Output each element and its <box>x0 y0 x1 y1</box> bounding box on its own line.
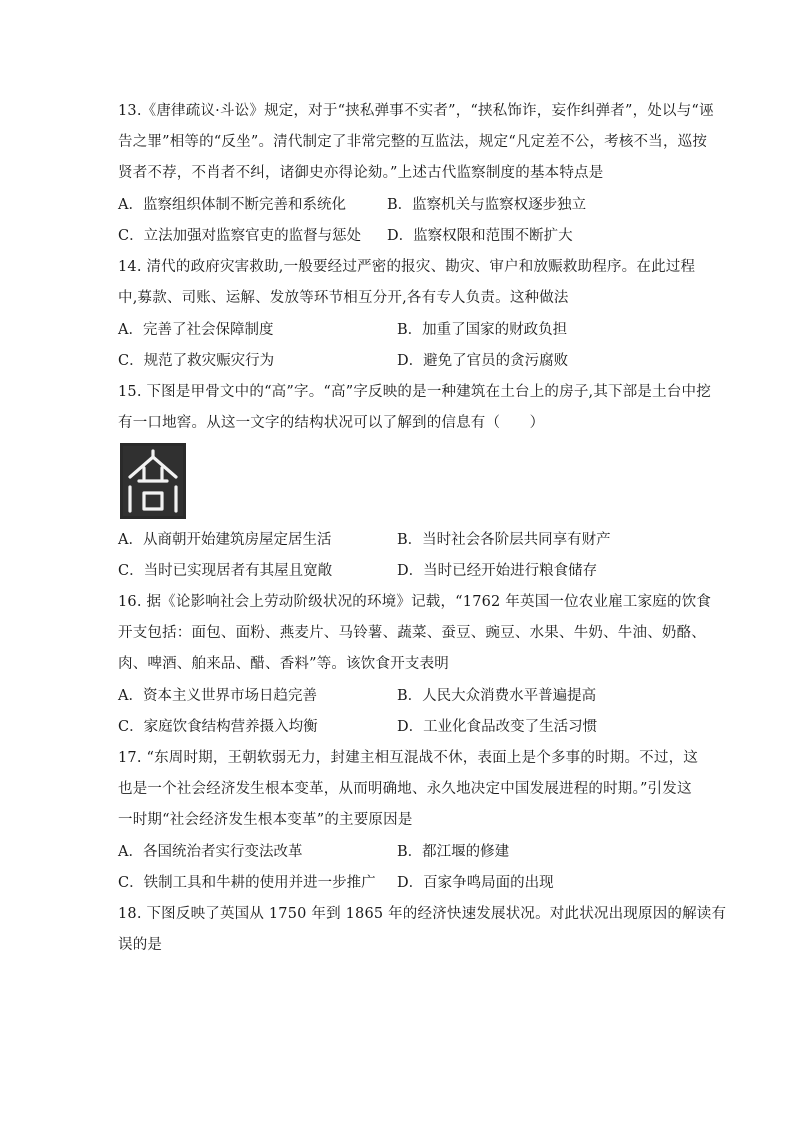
oracle-bone-gao-image <box>120 443 186 519</box>
q16-option-b: B．人民大众消费水平普遍提高 <box>397 688 597 704</box>
q13-stem-line: 13.《唐律疏议·斗讼》规定，对于“挟私弹事不实者”，“挟私饰诈，妄作纠弹者”，处以与“诬 <box>118 103 714 119</box>
q16-stem-line: 16. 据《论影响社会上劳动阶级状况的环境》记载，“1762 年英国一位农业雇工家庭的饮食 <box>118 594 712 610</box>
q13-option-a: A．监察组织体制不断完善和系统化 <box>118 197 346 213</box>
q17-option-c: C．铁制工具和牛耕的使用并进一步推广 <box>118 875 376 891</box>
q15-option-d: D．当时已经开始进行粮食储存 <box>397 563 598 579</box>
q14-option-b: B．加重了国家的财政负担 <box>397 322 568 338</box>
q15-stem-line: 15. 下图是甲骨文中的“高”字。“高”字反映的是一种建筑在土台上的房子,其下部是土台中挖 <box>118 384 711 400</box>
q17-option-d: D．百家争鸣局面的出现 <box>397 875 554 891</box>
q14-option-c: C．规范了救灾赈灾行为 <box>118 353 275 369</box>
q13-option-b: B．监察机关与监察权逐步独立 <box>387 197 587 213</box>
q13-stem-line: 告之罪”相等的“反坐”。清代制定了非常完整的互监法，规定“凡定差不公，考核不当，巡按 <box>118 134 708 150</box>
q13-option-c: C．立法加强对监察官吏的监督与惩处 <box>118 228 362 244</box>
q16-stem-line: 开支包括：面包、面粉、燕麦片、马铃薯、蔬菜、蚕豆、豌豆、水果、牛奶、牛油、奶酪、 <box>118 625 706 641</box>
q17-stem-line: 一时期“社会经济发生根本变革”的主要原因是 <box>118 812 413 828</box>
q17-stem-line: 也是一个社会经济发生根本变革，从而明确地、永久地决定中国发展进程的时期。”引发这 <box>118 781 692 797</box>
q13-stem-line: 贤者不荐，不肖者不纠，诸御史亦得论劾。”上述古代监察制度的基本特点是 <box>118 165 604 181</box>
oracle-bone-glyph <box>120 443 186 519</box>
q15-option-a: A．从商朝开始建筑房屋定居生活 <box>118 532 332 548</box>
q16-stem-line: 肉、啤酒、舶来品、醋、香料”等。该饮食开支表明 <box>118 656 450 672</box>
q14-stem-line: 14. 清代的政府灾害救助,一般要经过严密的报灾、勘灾、审户和放赈救助程序。在此过程 <box>118 259 696 275</box>
q15-option-b: B．当时社会各阶层共同享有财产 <box>397 532 611 548</box>
q15-stem-line: 有一口地窖。从这一文字的结构状况可以了解到的信息有（ ） <box>118 415 545 431</box>
q16-option-d: D．工业化食品改变了生活习惯 <box>397 719 598 735</box>
q14-stem-line: 中,募款、司账、运解、发放等环节相互分开,各有专人负责。这种做法 <box>118 290 569 306</box>
q14-option-a: A．完善了社会保障制度 <box>118 322 274 338</box>
q14-option-d: D．避免了官员的贪污腐败 <box>397 353 569 369</box>
q18-stem-line: 误的是 <box>118 937 163 953</box>
q18-stem-line: 18. 下图反映了英国从 1750 年到 1865 年的经济快速发展状况。对此状况出现原因的解读有 <box>118 906 727 922</box>
q17-stem-line: 17. “东周时期，王朝软弱无力，封建主相互混战不休，表面上是个多事的时期。不过，这 <box>118 750 698 766</box>
q17-option-a: A．各国统治者实行变法改革 <box>118 844 303 860</box>
q15-option-c: C．当时已实现居者有其屋且宽敞 <box>118 563 333 579</box>
q13-option-d: D．监察权限和范围不断扩大 <box>387 228 573 244</box>
q16-option-a: A．资本主义世界市场日趋完善 <box>118 688 317 704</box>
q16-option-c: C．家庭饮食结构营养摄入均衡 <box>118 719 318 735</box>
q17-option-b: B．都江堰的修建 <box>397 844 510 860</box>
